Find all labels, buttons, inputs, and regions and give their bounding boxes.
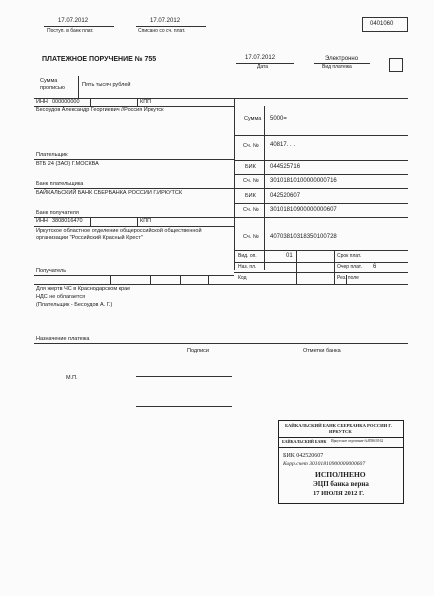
payee-label: Получатель (36, 268, 67, 274)
payment-type-checkbox (389, 58, 403, 72)
payer-sum: 5000= (270, 116, 287, 122)
code-label: Код (238, 275, 247, 281)
due-label: Срок плат. (337, 253, 362, 259)
payee-account: 40703810318350100728 (270, 234, 337, 240)
amount-words-label-2: прописью (40, 85, 65, 91)
order-date: 17.07.2012 (245, 55, 276, 61)
reserve-label: Рез. поле (337, 275, 359, 281)
received-label: Поступ. в банк плат. (47, 28, 94, 34)
signature-line-1 (136, 376, 232, 377)
payer-bank-corr-label: Сч. № (243, 178, 259, 184)
purpose-label: Назначение платежа (36, 336, 90, 342)
grid-line-bik2 (234, 203, 408, 204)
debited-label: Списано со сч. плат. (138, 28, 186, 34)
payer-sum-label: Сумма (244, 116, 262, 122)
payee-account-label: Сч. № (243, 234, 259, 240)
grid-line-payer-acc (234, 160, 408, 161)
received-date-line (44, 26, 114, 27)
payee-name-line2: организации "Российский Красный Крест" (36, 235, 143, 241)
payee-bank-corr-label: Сч. № (243, 207, 259, 213)
payer-account: 40817. . . (270, 142, 296, 148)
bank-marks-label: Отметки банка (303, 348, 341, 354)
grid-v-code-3 (180, 275, 181, 284)
purpose-code-label: Наз. пл. (238, 264, 257, 270)
payee-inn-label: ИНН (36, 218, 48, 224)
priority-label: Очер плат. (337, 264, 362, 270)
payer-bank-label: Банк плательщика (36, 181, 84, 187)
mp-label: М.П. (66, 375, 78, 381)
purpose-line-2: НДС не облагается (36, 294, 86, 300)
payer-bank-bik: 044525716 (270, 164, 301, 170)
grid-v-code-4 (208, 275, 209, 284)
form-code: 0401060 (370, 21, 394, 27)
payee-bank-label: Банк получателя (36, 210, 79, 216)
grid-line-op (234, 262, 408, 263)
stamp-date: 17 ИЮЛЯ 2012 Г. (313, 490, 364, 497)
grid-v-kpp-payee (137, 217, 138, 226)
grid-line-payer (34, 159, 234, 160)
purpose-line-3: (Плательщик - Бесоудов А. Г.) (36, 302, 113, 308)
purpose-bottom-line (34, 343, 408, 344)
payer-inn-label: ИНН (36, 99, 48, 105)
stamp-bank-line-3: БАЙКАЛЬСКИЙ БАНК (282, 439, 327, 444)
payee-name-line1: Иркутское областное отделение общероссийской общественной (36, 228, 202, 234)
grid-line-payee-acc (234, 250, 408, 251)
priority: 6 (373, 264, 377, 270)
op-type-label: Вид. оп. (238, 253, 257, 259)
grid-line-purpose-code (234, 272, 408, 273)
stamp-corr: Корр.счет 30101810900000000607 (283, 461, 366, 467)
order-date-label: Дата (257, 64, 269, 70)
debited-date: 17.07.2012 (150, 18, 181, 24)
payer-account-label: Сч. № (243, 143, 259, 149)
grid-line-inn-payee (34, 226, 234, 227)
stamp-status: ИСПОЛНЕНО (315, 470, 366, 479)
payee-inn: 3808016470 (52, 218, 83, 224)
payer-bank-corr: 30101810100000000716 (270, 178, 337, 184)
amount-words-label-1: Сумма (40, 78, 58, 84)
stamp-branch: Иркутское отделение №8586/0162 (331, 439, 384, 443)
payee-bank-bik: 042520607 (270, 193, 301, 199)
payee-kpp-label: КПП (140, 218, 152, 224)
stamp-bik: БИК 042520607 (283, 453, 324, 459)
grid-v-code-2 (150, 275, 151, 284)
grid-line-bik1 (234, 174, 408, 175)
payer-label: Плательщик (36, 152, 68, 158)
payment-type-label: Вид платежа (322, 64, 352, 70)
grid-line-bank1 (34, 188, 408, 189)
grid-v-code-1 (110, 275, 111, 284)
payment-type: Электронно (325, 56, 359, 62)
purpose-line-1: Для жертв ЧС в Краснодарском крае (36, 286, 131, 292)
signatures-label: Подписи (187, 348, 209, 354)
grid-line-payee (34, 275, 234, 276)
bank-execution-stamp (278, 420, 404, 504)
payer-bank-bik-label: БИК (245, 164, 256, 170)
grid-v-code-5 (296, 275, 297, 284)
grid-v-kpp-payer (137, 98, 138, 106)
signature-line-2 (136, 406, 232, 407)
payer-kpp-label: КПП (140, 99, 152, 105)
op-type: 01 (286, 253, 293, 259)
grid-v-inn-payer (90, 98, 91, 106)
form-code-box (362, 17, 408, 32)
received-date: 17.07.2012 (58, 18, 89, 24)
payee-bank-bik-label: БИК (245, 193, 256, 199)
payer-bank-name: ВТБ 24 (ЗАО) Г.МОСКВА (36, 161, 99, 167)
grid-v-center (234, 98, 235, 270)
stamp-ecp: ЭЦП банка верна (313, 480, 369, 488)
stamp-bank-line-1: БАЙКАЛЬСКИЙ БАНК СБЕРБАНКА РОССИИ Г. (285, 423, 392, 428)
payee-bank-name: БАЙКАЛЬСКИЙ БАНК СБЕРБАНКА РОССИИ Г.ИРКУТСК (36, 190, 183, 196)
debited-date-line (136, 26, 206, 27)
payee-bank-corr: 30101810900000000607 (270, 207, 337, 213)
grid-v-due (334, 250, 335, 284)
stamp-divider-1 (279, 437, 403, 438)
grid-v-inn-payee (90, 217, 91, 226)
amount-words-divider (78, 76, 79, 98)
stamp-bank-line-2: ИРКУТСК (329, 429, 352, 434)
grid-line-codes (34, 284, 408, 285)
amount-words-value: Пять тысяч рублей (82, 82, 131, 88)
payer-name: Бесоудов Александр Георгиевич //Россия Иркутск (36, 107, 164, 113)
payer-inn: 000000000 (52, 99, 80, 105)
page-title: ПЛАТЕЖНОЕ ПОРУЧЕНИЕ № 755 (42, 56, 157, 63)
stamp-divider-2 (279, 447, 403, 448)
grid-line-sum (234, 135, 408, 136)
